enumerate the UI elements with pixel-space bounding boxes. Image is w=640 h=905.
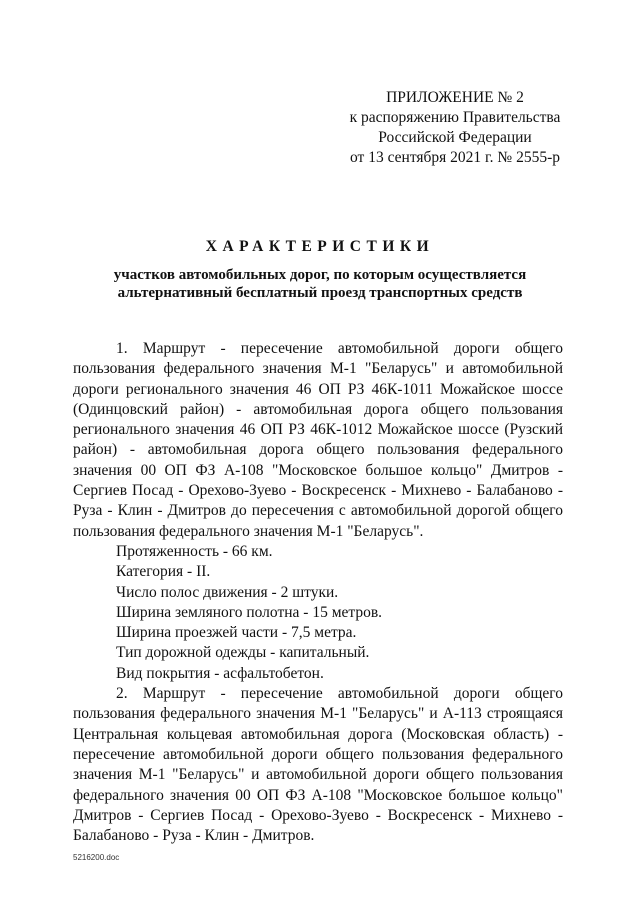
subtitle-line-1: участков автомобильных дорог, по которым осуществляется xyxy=(113,267,527,283)
route-1-description: 1. Маршрут - пересечение автомобильной дороги общего пользования федерального значения М-1 "Беларусь" и автомобильной дороги регионального значения 46 ОП РЗ 46К-1011 Можайское шоссе (Одинцовский район) - автомобильная дорога общего пользования регионального значения 46 ОП РЗ 46К-1012 Можайское шоссе (Рузский район) - автомобильная дорога общего пользования федерального значения 00 ОП ФЗ А-108 "Московское большое кольцо" Дмитров - Сергиев Посад - Орехово-Зуево - Воскресенск - Михнево - Балабаново - Руза - Клин - Дмитров до пересечения с автомобильной дорогой общего пользования федерального значения М-1 "Беларусь". xyxy=(73,340,563,540)
route-2-description: 2. Маршрут - пересечение автомобильной дороги общего пользования федерального значения М-1 "Беларусь" и А-113 строящаяся Центральная кольцевая автомобильная дорога (Московская область) - пересечение автомобильной дороги общего пользования федерального значения М-1 "Беларусь" и автомобильной дороги общего пользования федерального значения 00 ОП ФЗ А-108 "Московское большое кольцо" Дмитров - Сергиев Посад - Орехово-Зуево - Воскресенск - Михнево - Балабаново - Руза - Клин - Дмитров. xyxy=(73,685,563,845)
appendix-date-number: от 13 сентября 2021 г. № 2555-р xyxy=(350,149,560,166)
route-1-category: Категория - II. xyxy=(116,563,211,581)
subtitle-line-2: альтернативный бесплатный проезд транспортных средств xyxy=(117,285,523,301)
document-body xyxy=(73,339,563,846)
route-1-pavement-type: Тип дорожной одежды - капитальный. xyxy=(116,644,370,662)
appendix-authority: Российской Федерации xyxy=(378,129,532,146)
appendix-header xyxy=(340,88,570,168)
appendix-number: ПРИЛОЖЕНИЕ № 2 xyxy=(386,89,524,106)
route-1-lanes: Число полос движения - 2 штуки. xyxy=(116,583,339,601)
document-title: ХАРАКТЕРИСТИКИ xyxy=(205,238,435,255)
file-name-footer: 5216200.doc xyxy=(73,853,120,862)
appendix-reference: к распоряжению Правительства xyxy=(349,109,561,126)
route-1-surface-type: Вид покрытия - асфальтобетон. xyxy=(116,664,324,682)
document-subtitle xyxy=(60,266,580,302)
route-1-roadbed-width: Ширина земляного полотна - 15 метров. xyxy=(116,603,383,621)
route-1-carriageway-width: Ширина проезжей части - 7,5 метра. xyxy=(116,624,357,642)
route-1-length: Протяженность - 66 км. xyxy=(116,542,273,560)
